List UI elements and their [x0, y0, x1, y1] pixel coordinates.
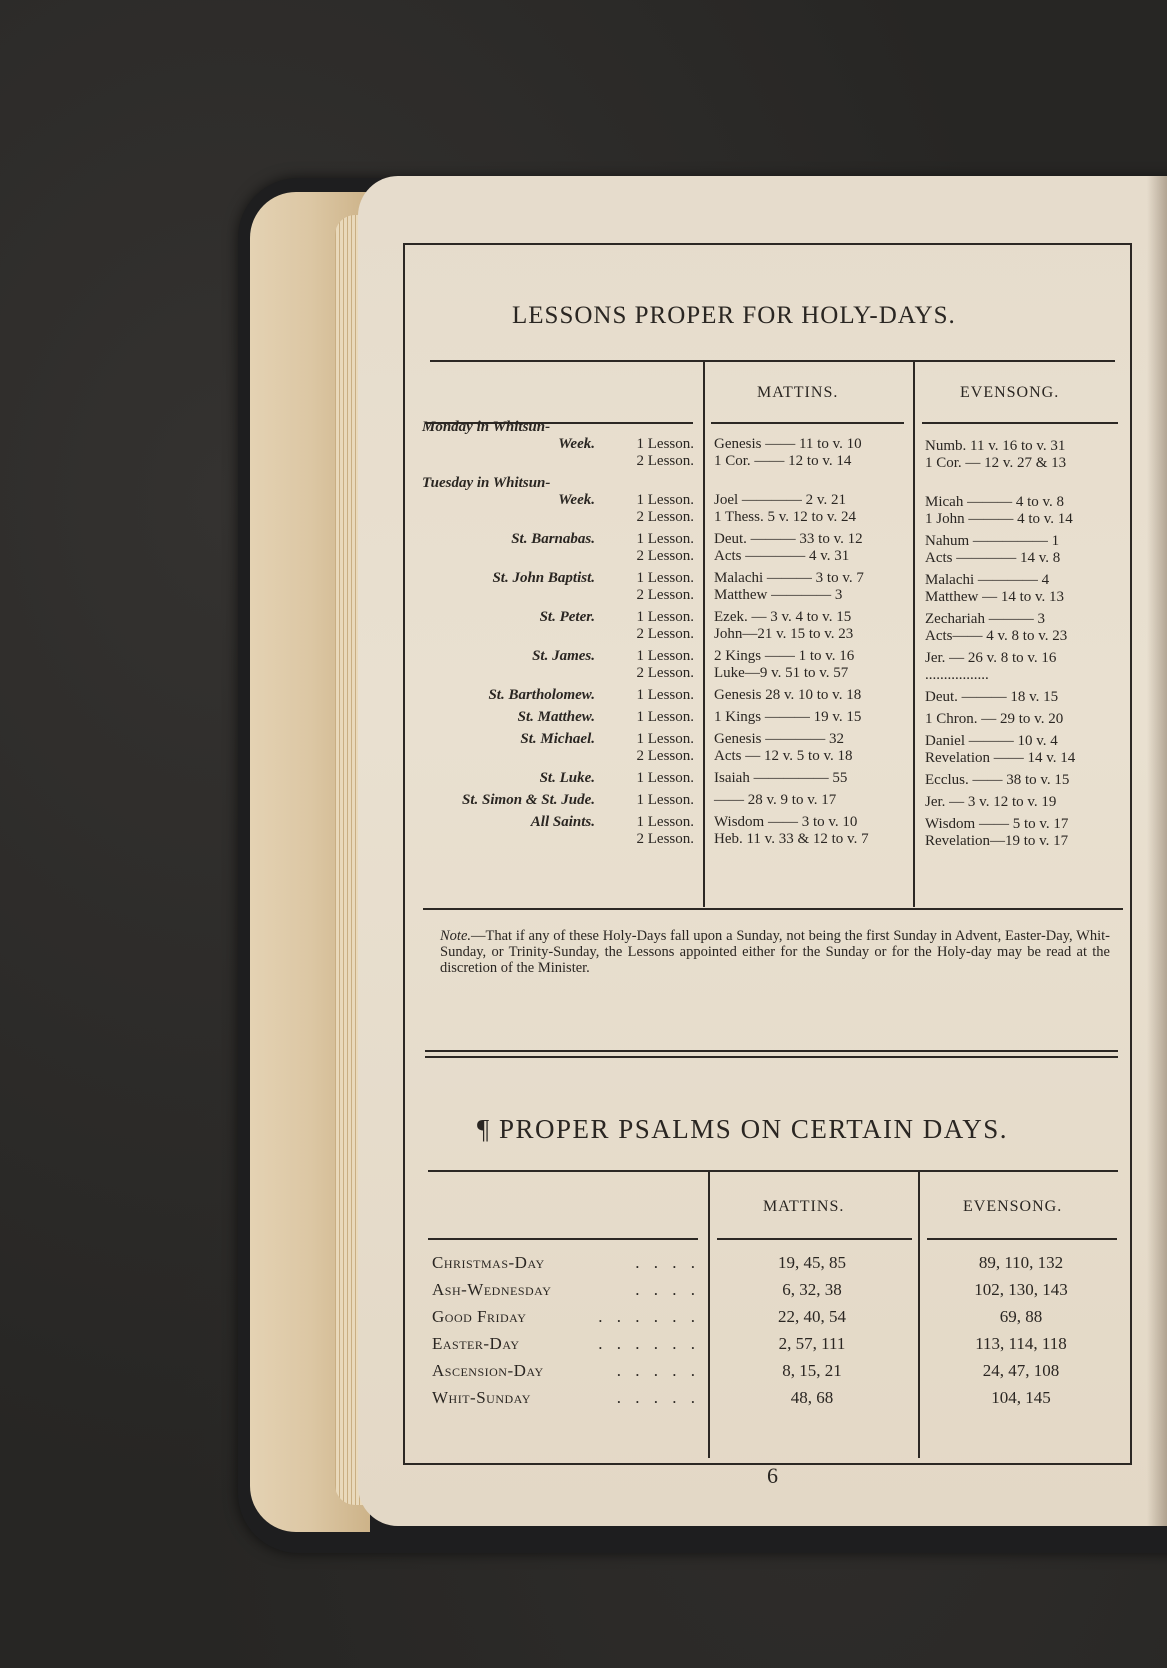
lesson-number: 1 Lesson. [636, 709, 694, 725]
lesson-mattins-cell: 2 Kings —— 1 to v. 16 [714, 648, 855, 664]
lesson-mattins-cell: Joel ———— 2 v. 21 [714, 492, 846, 508]
lesson-evensong-cell: 1 Cor. — 12 v. 27 & 13 [925, 455, 1067, 471]
lesson-mattins-cell: Isaiah ————— 55 [714, 770, 848, 786]
lesson-day-name: St. Simon & St. Jude. [462, 792, 595, 808]
lesson-mattins-cell: 1 Thess. 5 v. 12 to v. 24 [714, 509, 856, 525]
psalm-evensong-cell: 89, 110, 132 [978, 1253, 1064, 1272]
lesson-evensong-cell: 1 John ——— 4 to v. 14 [925, 511, 1073, 527]
lesson-number: 1 Lesson. [636, 770, 694, 786]
psalm-mattins-cell: 48, 68 [790, 1388, 834, 1407]
lesson-number: 2 Lesson. [636, 665, 694, 681]
lesson-mattins-cell: John—21 v. 15 to v. 23 [714, 626, 854, 642]
lesson-evensong-cell: Wisdom —— 5 to v. 17 [925, 816, 1069, 832]
psalm-mattins-cell: 2, 57, 111 [778, 1334, 846, 1353]
lesson-evensong-cell: Zechariah ——— 3 [925, 611, 1045, 627]
leader-dots: . . . . . [616, 1388, 700, 1407]
lesson-evensong-cell: Matthew — 14 to v. 13 [925, 589, 1065, 605]
lesson-evensong-cell: Jer. — 3 v. 12 to v. 19 [925, 794, 1057, 810]
lesson-number: 1 Lesson. [636, 687, 694, 703]
lesson-day-name: St. Bartholomew. [488, 687, 595, 703]
lesson-mattins-cell: Ezek. — 3 v. 4 to v. 15 [714, 609, 852, 625]
lesson-number: 1 Lesson. [636, 609, 694, 625]
psalms-day-head-rule [428, 1238, 698, 1240]
lesson-number: 1 Lesson. [636, 648, 694, 664]
lesson-number: 2 Lesson. [636, 587, 694, 603]
lesson-number: 1 Lesson. [636, 492, 694, 508]
lesson-mattins-cell: 1 Kings ——— 19 v. 15 [714, 709, 862, 725]
lesson-evensong-cell: ................. [925, 667, 989, 683]
psalms-evensong-header: EVENSONG. [963, 1198, 1063, 1215]
lesson-day-name: St. James. [532, 648, 595, 664]
lesson-day-name: St. Michael. [520, 731, 595, 747]
lesson-day-name: St. Peter. [539, 609, 595, 625]
lesson-number: 2 Lesson. [636, 831, 694, 847]
lesson-day-name: St. Matthew. [517, 709, 595, 725]
psalms-mattins-head-rule [717, 1238, 912, 1240]
lesson-number: 1 Lesson. [636, 814, 694, 830]
lesson-mattins-cell: 1 Cor. —— 12 to v. 14 [714, 453, 852, 469]
lessons-top-rule [430, 360, 1115, 362]
lesson-evensong-cell: Nahum ————— 1 [925, 533, 1060, 549]
lessons-evensong-head-rule [922, 422, 1118, 424]
lesson-day-name: All Saints. [530, 814, 595, 830]
leader-dots: . . . . . [616, 1361, 700, 1380]
lesson-number: 1 Lesson. [636, 570, 694, 586]
lessons-mattins-header: MATTINS. [757, 384, 839, 401]
lesson-evensong-cell: Acts—— 4 v. 8 to v. 23 [925, 628, 1068, 644]
lessons-col-divider-2 [913, 362, 915, 907]
note-text: —That if any of these Holy-Days fall upon a Sunday, not being the first Sunday in Advent, Easter-Day, Whit-Sunday, or Trinity-Sunday, the Lessons appointed either for the Sunday or for the Holy-day may be read at the discretion of the Minister. [440, 928, 1110, 976]
lesson-day-name: Week. [558, 492, 595, 508]
lessons-note [440, 928, 1110, 976]
lesson-mattins-cell: Deut. ——— 33 to v. 12 [714, 531, 863, 547]
lesson-mattins-cell: Malachi ——— 3 to v. 7 [714, 570, 864, 586]
lesson-evensong-cell: Ecclus. —— 38 to v. 15 [925, 772, 1070, 788]
lesson-mattins-cell: Genesis —— 11 to v. 10 [714, 436, 862, 452]
lesson-day-name: Tuesday in Whitsun- [422, 475, 551, 491]
lesson-day-name: St. Luke. [539, 770, 595, 786]
psalm-day-name: Ash-Wednesday [432, 1280, 552, 1299]
lesson-number: 1 Lesson. [636, 731, 694, 747]
lesson-number: 2 Lesson. [636, 453, 694, 469]
psalm-mattins-cell: 8, 15, 21 [782, 1361, 842, 1380]
lesson-evensong-cell: Deut. ——— 18 v. 15 [925, 689, 1059, 705]
lesson-evensong-cell: Revelation —— 14 v. 14 [925, 750, 1076, 766]
lesson-number: 1 Lesson. [636, 531, 694, 547]
psalm-day-name: Whit-Sunday [432, 1388, 531, 1407]
psalm-day-name: Ascension-Day [432, 1361, 544, 1380]
lesson-day-name: Monday in Whitsun- [422, 419, 551, 435]
lesson-day-name: Week. [558, 436, 595, 452]
lesson-mattins-cell: Genesis ———— 32 [714, 731, 844, 747]
psalm-mattins-cell: 22, 40, 54 [778, 1307, 846, 1326]
lesson-mattins-cell: Acts ———— 4 v. 31 [714, 548, 850, 564]
lessons-bottom-rule [423, 908, 1123, 910]
lesson-day-name: St. John Baptist. [492, 570, 595, 586]
lesson-evensong-cell: 1 Chron. — 29 to v. 20 [925, 711, 1064, 727]
psalm-day-name: Good Friday [432, 1307, 527, 1326]
lessons-title: LESSONS PROPER FOR HOLY-DAYS. [512, 302, 956, 329]
leader-dots: . . . . [635, 1253, 700, 1272]
lesson-mattins-cell: —— 28 v. 9 to v. 17 [714, 792, 837, 808]
lesson-evensong-cell: Jer. — 26 v. 8 to v. 16 [925, 650, 1057, 666]
leader-dots: . . . . [635, 1280, 700, 1299]
psalms-col-divider-2 [918, 1172, 920, 1458]
lesson-mattins-cell: Luke—9 v. 51 to v. 57 [714, 665, 849, 681]
psalm-evensong-cell: 69, 88 [999, 1307, 1043, 1326]
lesson-evensong-cell: Revelation—19 to v. 17 [925, 833, 1069, 849]
double-rule-top [425, 1050, 1118, 1052]
lesson-evensong-cell: Malachi ———— 4 [925, 572, 1050, 588]
psalm-day-name: Easter-Day [432, 1334, 520, 1353]
lessons-col-divider-1 [703, 362, 705, 907]
lesson-mattins-cell: Matthew ———— 3 [714, 587, 843, 603]
lesson-number: 2 Lesson. [636, 748, 694, 764]
psalms-top-rule [428, 1170, 1118, 1172]
page-number: 6 [767, 1463, 778, 1488]
leader-dots: . . . . . . [598, 1334, 700, 1353]
psalms-col-divider-1 [708, 1172, 710, 1458]
lesson-mattins-cell: Acts — 12 v. 5 to v. 18 [714, 748, 853, 764]
psalm-evensong-cell: 102, 130, 143 [974, 1280, 1068, 1299]
psalm-mattins-cell: 19, 45, 85 [778, 1253, 846, 1272]
lesson-evensong-cell: Daniel ——— 10 v. 4 [925, 733, 1058, 749]
psalms-mattins-header: MATTINS. [763, 1198, 845, 1215]
lesson-number: 1 Lesson. [636, 436, 694, 452]
psalm-day-name: Christmas-Day [432, 1253, 545, 1272]
psalm-evensong-cell: 113, 114, 118 [975, 1334, 1067, 1353]
lesson-number: 2 Lesson. [636, 548, 694, 564]
lesson-day-name: St. Barnabas. [511, 531, 595, 547]
lesson-evensong-cell: Numb. 11 v. 16 to v. 31 [925, 438, 1066, 454]
lesson-mattins-cell: Heb. 11 v. 33 & 12 to v. 7 [714, 831, 869, 847]
lesson-number: 1 Lesson. [636, 792, 694, 808]
leader-dots: . . . . . . [598, 1307, 700, 1326]
lesson-evensong-cell: Micah ——— 4 to v. 8 [925, 494, 1065, 510]
note-label: Note. [440, 928, 472, 944]
lesson-number: 2 Lesson. [636, 626, 694, 642]
lesson-number: 2 Lesson. [636, 509, 694, 525]
double-rule-bottom [425, 1056, 1118, 1058]
psalm-evensong-cell: 104, 145 [991, 1388, 1051, 1407]
psalm-mattins-cell: 6, 32, 38 [782, 1280, 842, 1299]
lesson-evensong-cell: Acts ———— 14 v. 8 [925, 550, 1061, 566]
gutter-shadow [1147, 176, 1167, 1526]
lessons-mattins-head-rule [711, 422, 904, 424]
psalm-evensong-cell: 24, 47, 108 [982, 1361, 1060, 1380]
psalms-evensong-head-rule [927, 1238, 1117, 1240]
lesson-mattins-cell: Genesis 28 v. 10 to v. 18 [714, 687, 862, 703]
lessons-evensong-header: EVENSONG. [960, 384, 1060, 401]
psalms-title: ¶ PROPER PSALMS ON CERTAIN DAYS. [477, 1114, 1009, 1144]
lesson-mattins-cell: Wisdom —— 3 to v. 10 [714, 814, 858, 830]
